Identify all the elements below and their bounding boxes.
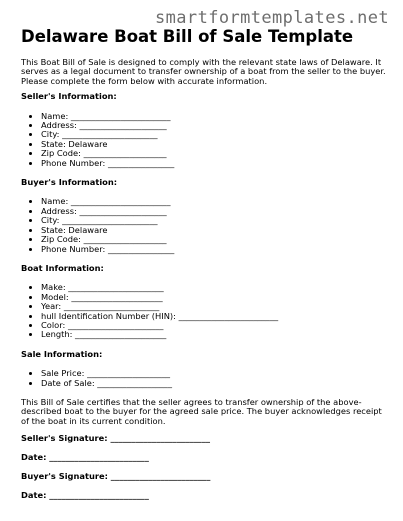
seller-date-line: Date: ________________________ bbox=[21, 452, 149, 463]
sale-fields-list bbox=[21, 369, 391, 388]
seller-state-field: • State: Delaware bbox=[41, 140, 391, 149]
buyer-section-heading: Buyer's Information: bbox=[21, 177, 118, 188]
seller-zip-field: • Zip Code: ____________________ bbox=[41, 149, 391, 158]
boat-color-field: • Color: _______________________ bbox=[41, 321, 391, 330]
boat-make-field: • Make: _______________________ bbox=[41, 283, 391, 292]
boat-length-field: • Length: ______________________ bbox=[41, 330, 391, 339]
boat-year-field: • Year: _______________________ bbox=[41, 302, 391, 311]
buyer-city-field: • City: _______________________ bbox=[41, 216, 391, 225]
buyer-date-line: Date: ________________________ bbox=[21, 489, 149, 500]
document-body bbox=[21, 58, 391, 510]
seller-name-field: • Name: ________________________ bbox=[41, 112, 391, 121]
boat-fields-list bbox=[21, 283, 391, 339]
site-watermark: smartformtemplates.net bbox=[155, 8, 389, 28]
buyer-state-field: • State: Delaware bbox=[41, 226, 391, 235]
boat-model-field: • Model: ______________________ bbox=[41, 293, 391, 302]
seller-address-field: • Address: _____________________ bbox=[41, 121, 391, 130]
sale-price-field: • Sale Price: ____________________ bbox=[41, 369, 391, 378]
intro-paragraph: This Boat Bill of Sale is designed to comply with the relevant state laws of Delaware. It serves as a legal document to transfer ownership of a boat from the seller to the buyer. Please complete the form below with accurate information. bbox=[21, 57, 386, 86]
seller-fields-list bbox=[21, 112, 391, 168]
buyer-zip-field: • Zip Code: ____________________ bbox=[41, 235, 391, 244]
seller-phone-field: • Phone Number: ________________ bbox=[41, 159, 391, 168]
buyer-phone-field: • Phone Number: ________________ bbox=[41, 245, 391, 254]
buyer-fields-list bbox=[21, 197, 391, 253]
buyer-address-field: • Address: _____________________ bbox=[41, 207, 391, 216]
sale-section-heading: Sale Information: bbox=[21, 348, 103, 359]
sale-date-field: • Date of Sale: __________________ bbox=[41, 379, 391, 388]
document-title: Delaware Boat Bill of Sale Template bbox=[21, 27, 354, 46]
closing-paragraph: This Bill of Sale certifies that the seller agrees to transfer ownership of the above-described boat to the buyer for the agreed sale price. The buyer acknowledges receipt of the boat in its current condition. bbox=[21, 396, 382, 426]
buyer-signature-line: Buyer's Signature: ________________________ bbox=[21, 471, 211, 481]
seller-city-field: • City: _______________________ bbox=[41, 130, 391, 139]
buyer-name-field: • Name: ________________________ bbox=[41, 197, 391, 206]
seller-section-heading: Seller's Information: bbox=[21, 91, 117, 102]
boat-section-heading: Boat Information: bbox=[21, 262, 104, 273]
boat-hin-field: • hull Identification Number (HIN): ________________________ bbox=[41, 312, 391, 321]
seller-signature-line: Seller's Signature: ________________________ bbox=[21, 433, 211, 444]
